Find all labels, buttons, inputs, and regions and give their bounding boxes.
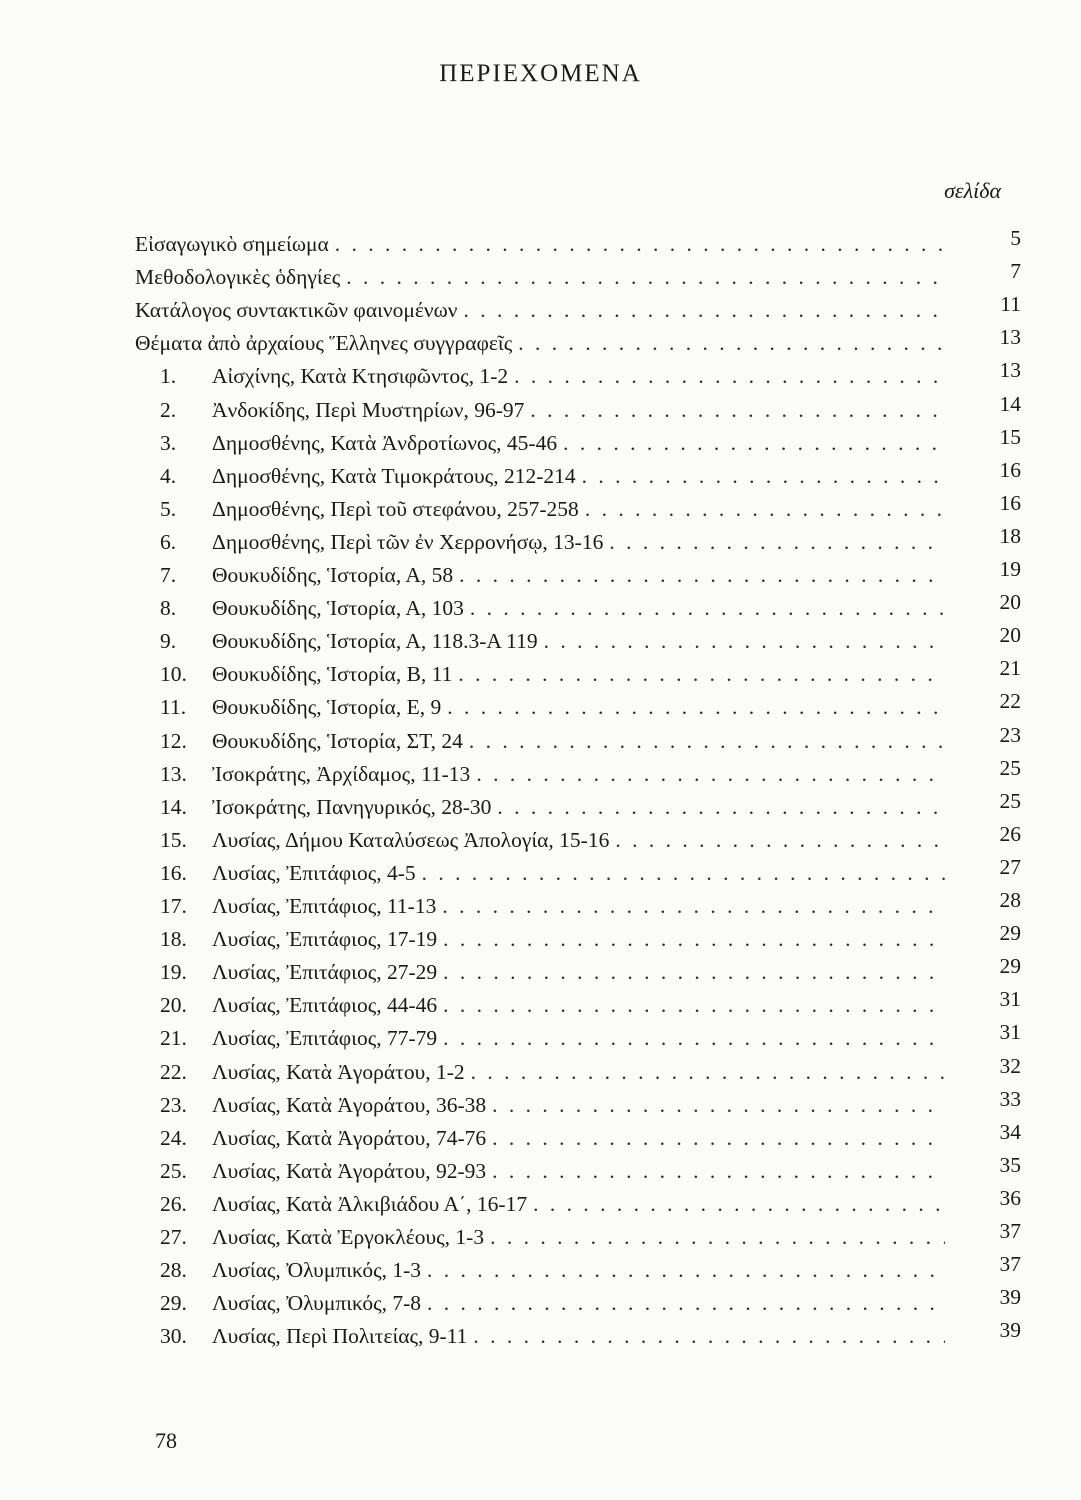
toc-entry (160, 960, 945, 993)
toc-entry (160, 431, 945, 464)
toc-entry (160, 497, 945, 530)
toc-entry-title: Μεθοδολογικὲς ὁδηγίες (135, 265, 341, 289)
dot-leader (458, 662, 945, 687)
toc-entry-page: 13 (999, 325, 1021, 349)
toc-entry-title: Θέματα ἀπὸ ἀρχαίους Ἕλληνες συγγραφεῖς (135, 331, 513, 355)
dot-leader (492, 1093, 945, 1118)
toc-entry-page: 14 (999, 392, 1021, 416)
toc-entry-page: 26 (999, 822, 1021, 846)
toc-entry-number: 1. (160, 364, 177, 388)
toc-entry (160, 1060, 945, 1093)
toc-entry-title: Λυσίας, Ὀλυμπικός, 7-8 (212, 1291, 422, 1315)
toc-entry (160, 1159, 945, 1192)
toc-entry-page: 35 (999, 1153, 1021, 1177)
toc-entry (160, 927, 945, 960)
toc-entry (135, 298, 945, 331)
dot-leader (492, 1126, 945, 1151)
toc-entry-title: Λυσίας, Ἐπιτάφιος, 44-46 (212, 993, 438, 1017)
toc-entry-number: 2. (160, 398, 177, 422)
toc-entry-number: 29. (160, 1291, 187, 1315)
dot-leader (346, 265, 945, 290)
toc-entry-title: Δημοσθένης, Κατὰ Τιμοκράτους, 212-214 (212, 464, 576, 488)
toc-entry-page: 15 (999, 425, 1021, 449)
toc-entry (160, 596, 945, 629)
dot-leader (609, 530, 945, 555)
toc-entry-title: Λυσίας, Κατὰ Ἐργοκλέους, 1-3 (212, 1225, 485, 1249)
toc-entry-number: 10. (160, 662, 187, 686)
toc-entry (160, 662, 945, 695)
toc-entry-title: Θουκυδίδης, Ἱστορία, Ε, 9 (212, 695, 442, 719)
toc-entry-title: Λυσίας, Ἐπιτάφιος, 4-5 (212, 861, 416, 885)
toc-entry-title: Ἰσοκράτης, Πανηγυρικός, 28-30 (212, 795, 492, 819)
toc-entry-number: 23. (160, 1093, 187, 1117)
toc-entry-page: 31 (999, 987, 1021, 1011)
toc-entry-number: 12. (160, 729, 187, 753)
toc-entry-number: 30. (160, 1324, 187, 1348)
toc-entry (160, 828, 945, 861)
dot-leader (427, 1291, 945, 1316)
toc-entry-number: 9. (160, 629, 177, 653)
toc-entry-number: 20. (160, 993, 187, 1017)
dot-leader (585, 497, 945, 522)
toc-entry-title: Δημοσθένης, Περὶ τοῦ στεφάνου, 257-258 (212, 497, 579, 521)
toc-entry (160, 1324, 945, 1357)
dot-leader (447, 695, 945, 720)
page-title: ΠΕΡΙΕΧΟΜΕΝΑ (439, 60, 642, 87)
toc-entry-number: 8. (160, 596, 177, 620)
toc-entry-title: Ἀνδοκίδης, Περὶ Μυστηρίων, 96-97 (212, 398, 525, 422)
dot-leader (335, 232, 945, 257)
toc-entry-number: 17. (160, 894, 187, 918)
toc-entry (160, 1225, 945, 1258)
toc-entry-page: 11 (1000, 292, 1021, 316)
toc-entry-title: Θουκυδίδης, Ἱστορία, Α, 103 (212, 596, 464, 620)
toc-entry (160, 861, 945, 894)
toc-entry-page: 29 (999, 921, 1021, 945)
toc-entry-number: 19. (160, 960, 187, 984)
toc-entry-page: 25 (999, 756, 1021, 780)
toc-entry-page: 13 (999, 358, 1021, 382)
toc-entry-title: Λυσίας, Κατὰ Ἀγοράτου, 1-2 (212, 1060, 465, 1084)
toc-entry-page: 37 (999, 1219, 1021, 1243)
dot-leader (514, 364, 945, 389)
toc-entry (160, 729, 945, 762)
toc-entry (160, 364, 945, 397)
toc-entry-page: 5 (1010, 226, 1021, 250)
toc-entry (160, 695, 945, 728)
toc-entry (160, 1026, 945, 1059)
toc-entry-page: 23 (999, 723, 1021, 747)
toc-entry-page: 20 (999, 590, 1021, 614)
toc-entry-title: Λυσίας, Ἐπιτάφιος, 27-29 (212, 960, 438, 984)
toc-entry-page: 32 (999, 1054, 1021, 1078)
toc-entry-number: 21. (160, 1026, 187, 1050)
toc-entry-title: Ἰσοκράτης, Ἀρχίδαμος, 11-13 (212, 762, 471, 786)
toc-entry-page: 20 (999, 623, 1021, 647)
toc-entry-title: Εἰσαγωγικὸ σημείωμα (135, 232, 329, 256)
toc-entry-title: Λυσίας, Περὶ Πολιτείας, 9-11 (212, 1324, 468, 1348)
dot-leader (443, 1026, 945, 1051)
toc-entry (160, 993, 945, 1026)
toc-entry-number: 18. (160, 927, 187, 951)
dot-leader (473, 1324, 945, 1349)
toc-entry-title: Θουκυδίδης, Ἱστορία, Α, 118.3-Α 119 (212, 629, 538, 653)
dot-leader (464, 298, 946, 323)
toc-entry-number: 6. (160, 530, 177, 554)
toc-entry (160, 629, 945, 662)
toc-entry-title: Λυσίας, Ἐπιτάφιος, 11-13 (212, 894, 437, 918)
toc-entry-page: 37 (999, 1252, 1021, 1276)
dot-leader (470, 596, 945, 621)
toc-entry-number: 15. (160, 828, 187, 852)
toc-entry (160, 530, 945, 563)
toc-entry-page: 39 (999, 1285, 1021, 1309)
dot-leader (459, 563, 945, 588)
dot-leader (476, 762, 945, 787)
dot-leader (469, 729, 945, 754)
dot-leader (518, 331, 945, 356)
toc-entry (160, 1192, 945, 1225)
toc-entry-title: Κατάλογος συντακτικῶν φαινομένων (135, 298, 458, 322)
dot-leader (563, 431, 945, 456)
toc-entry-title: Λυσίας, Δήμου Καταλύσεως Ἀπολογία, 15-16 (212, 828, 610, 852)
dot-leader (530, 398, 945, 423)
toc-entry-page: 36 (999, 1186, 1021, 1210)
toc-entry (160, 795, 945, 828)
toc-entry-number: 16. (160, 861, 187, 885)
toc-entry-page: 7 (1010, 259, 1021, 283)
toc-entry-number: 13. (160, 762, 187, 786)
toc-entry-number: 25. (160, 1159, 187, 1183)
dot-leader (492, 1159, 945, 1184)
toc-entry-page: 29 (999, 954, 1021, 978)
toc-entry-page: 27 (999, 855, 1021, 879)
dot-leader (471, 1060, 945, 1085)
toc-entry (160, 1291, 945, 1324)
toc-entry-page: 16 (999, 491, 1021, 515)
toc-entry-page: 34 (999, 1120, 1021, 1144)
folio-number: 78 (155, 1428, 177, 1453)
toc-entry-title: Θουκυδίδης, Ἱστορία, ΣΤ, 24 (212, 729, 463, 753)
toc-entry-number: 28. (160, 1258, 187, 1282)
toc-entry-number: 5. (160, 497, 177, 521)
toc-entry (135, 232, 945, 265)
toc-entry-title: Λυσίας, Ἐπιτάφιος, 17-19 (212, 927, 438, 951)
toc-entry-number: 3. (160, 431, 177, 455)
toc-entry-title: Αἰσχίνης, Κατὰ Κτησιφῶντος, 1-2 (212, 364, 509, 388)
toc-entry (160, 1258, 945, 1291)
toc-entry-page: 18 (999, 524, 1021, 548)
dot-leader (443, 993, 945, 1018)
toc-entry-page: 39 (999, 1318, 1021, 1342)
toc-entry-page: 28 (999, 888, 1021, 912)
toc-entry-page: 31 (999, 1020, 1021, 1044)
toc-entry-title: Λυσίας, Κατὰ Ἀλκιβιάδου Α΄, 16-17 (212, 1192, 528, 1216)
toc-entry-number: 14. (160, 795, 187, 819)
dot-leader (582, 464, 945, 489)
toc-entry (160, 398, 945, 431)
toc-entry-number: 22. (160, 1060, 187, 1084)
toc-entry-title: Λυσίας, Κατὰ Ἀγοράτου, 92-93 (212, 1159, 487, 1183)
toc-entry (160, 464, 945, 497)
toc-entry-number: 24. (160, 1126, 187, 1150)
toc-entry-title: Λυσίας, Κατὰ Ἀγοράτου, 36-38 (212, 1093, 487, 1117)
page-column-label: σελίδα (944, 178, 1001, 203)
toc-entry-title: Λυσίας, Ὀλυμπικός, 1-3 (212, 1258, 422, 1282)
toc-entry (160, 1093, 945, 1126)
toc-entry-page: 25 (999, 789, 1021, 813)
toc-entry-page: 22 (999, 689, 1021, 713)
dot-leader (443, 927, 945, 952)
toc-entry-page: 33 (999, 1087, 1021, 1111)
toc-entry (160, 1126, 945, 1159)
dot-leader (533, 1192, 945, 1217)
dot-leader (443, 960, 945, 985)
dot-leader (422, 861, 945, 886)
toc-entry-title: Θουκυδίδης, Ἱστορία, Α, 58 (212, 563, 454, 587)
toc-entry-number: 7. (160, 563, 177, 587)
toc-entry-page: 19 (999, 557, 1021, 581)
toc-entry-number: 26. (160, 1192, 187, 1216)
toc-entry-page: 21 (999, 656, 1021, 680)
toc-entry (160, 762, 945, 795)
dot-leader (615, 828, 945, 853)
toc-entry-number: 4. (160, 464, 177, 488)
toc-entry-title: Λυσίας, Κατὰ Ἀγοράτου, 74-76 (212, 1126, 487, 1150)
toc-entry-title: Λυσίας, Ἐπιτάφιος, 77-79 (212, 1026, 438, 1050)
dot-leader (442, 894, 945, 919)
dot-leader (497, 795, 945, 820)
toc-entry (160, 563, 945, 596)
toc-entry (160, 894, 945, 927)
toc-entry-title: Δημοσθένης, Περὶ τῶν ἐν Χερρονήσῳ, 13-16 (212, 530, 604, 554)
toc-entry (135, 331, 945, 364)
toc-entry-number: 27. (160, 1225, 187, 1249)
dot-leader (427, 1258, 945, 1283)
dot-leader (490, 1225, 945, 1250)
toc-entry-title: Θουκυδίδης, Ἱστορία, Β, 11 (212, 662, 453, 686)
toc-entry-page: 16 (999, 458, 1021, 482)
toc-entry-title: Δημοσθένης, Κατὰ Ἀνδροτίωνος, 45-46 (212, 431, 558, 455)
dot-leader (544, 629, 945, 654)
toc-entry (135, 265, 945, 298)
toc-entry-number: 11. (160, 695, 187, 719)
